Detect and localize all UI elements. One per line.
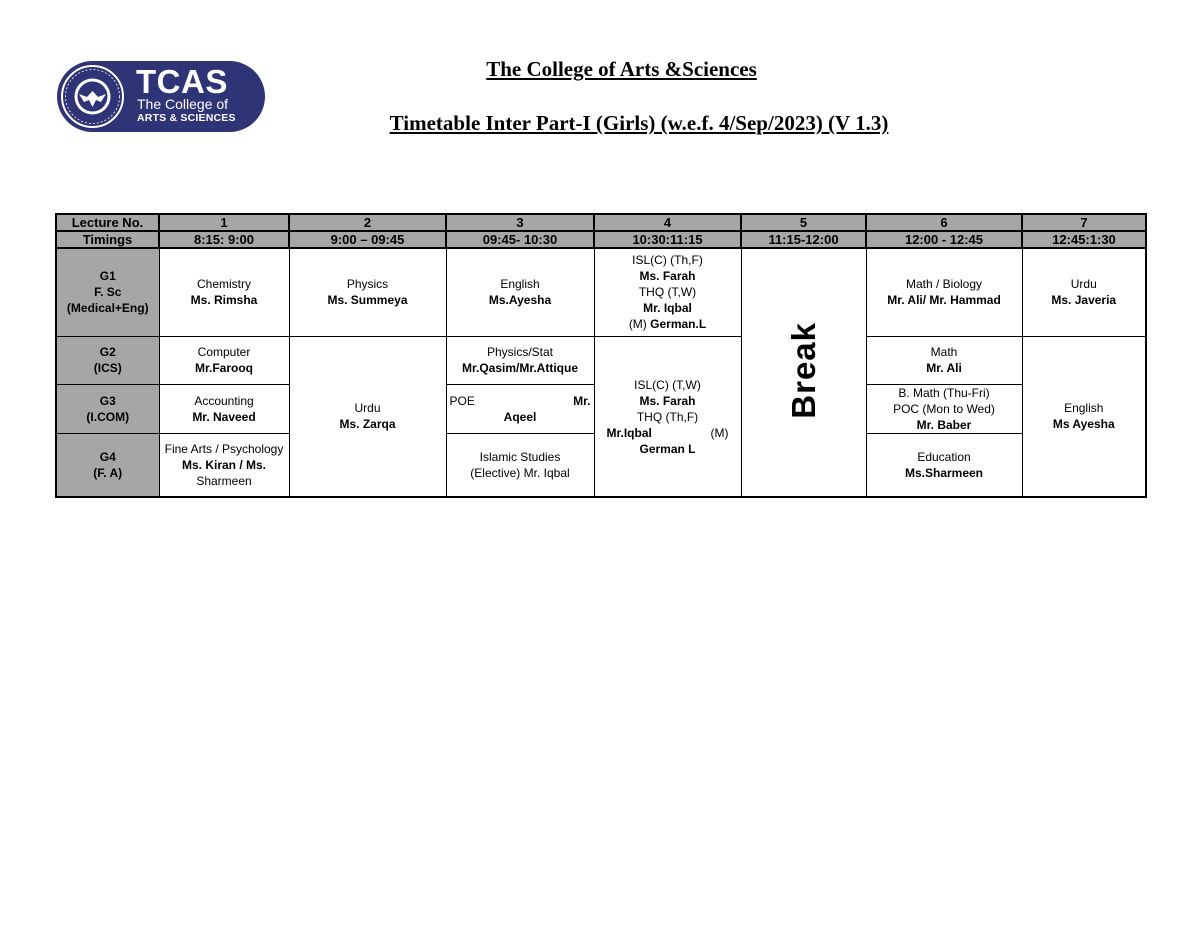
lecture-number-row <box>56 214 1146 231</box>
teacher: Ms.Ayesha <box>488 293 552 308</box>
subject-line <box>595 316 741 332</box>
subject: English <box>1064 401 1104 416</box>
lecture-label: Lecture No. <box>56 214 159 231</box>
timetable <box>55 213 1147 498</box>
teacher: Ms. Kiran / Ms. <box>181 457 267 472</box>
timings-row <box>56 231 1146 248</box>
lecture-3: 3 <box>446 214 594 231</box>
teacher: Ms.Sharmeen <box>904 465 984 480</box>
teacher: Ms. Javeria <box>1051 293 1117 308</box>
timings-label: Timings <box>56 231 159 248</box>
group-g3 <box>56 384 159 433</box>
subject-line <box>447 465 594 481</box>
timing-2: 9:00 – 09:45 <box>289 231 446 248</box>
break-label: Break <box>784 322 822 419</box>
teacher: Mr. Ali <box>926 361 962 375</box>
timing-1: 8:15: 9:00 <box>159 231 289 248</box>
subject-tag: (M) <box>710 425 729 440</box>
g2-g4-lecture-7 <box>1022 336 1146 497</box>
table-row-g1 <box>56 248 1146 336</box>
subject: POC (Mon to Wed) <box>893 401 995 416</box>
g3-lecture-6 <box>866 384 1022 433</box>
page-subtitle: Timetable Inter Part-I (Girls) (w.e.f. 4/Sep/2023) (V 1.3) <box>389 111 889 135</box>
teacher: Mr. Iqbal <box>523 465 570 480</box>
g4-lecture-6 <box>866 433 1022 497</box>
lecture-1: 1 <box>159 214 289 231</box>
g2-lecture-3 <box>446 336 594 384</box>
teacher: Aqeel <box>503 409 537 424</box>
g2-g4-lecture-4 <box>594 336 741 497</box>
g2-lecture-1 <box>159 336 289 384</box>
teacher-title: Mr. <box>573 393 591 408</box>
lecture-2: 2 <box>289 214 446 231</box>
subject: Islamic Studies <box>479 449 561 464</box>
subject: Math <box>930 345 958 359</box>
logo-acronym: TCAS <box>136 63 228 100</box>
group-g2 <box>56 336 159 384</box>
g1-lecture-2 <box>289 248 446 336</box>
subject: Physics/Stat <box>486 345 554 359</box>
teacher: Mr.Iqbal <box>606 425 652 440</box>
g4-lecture-3 <box>446 433 594 497</box>
lecture-6: 6 <box>866 214 1022 231</box>
teacher: Mr.Farooq <box>194 361 253 375</box>
subject: ISL(C) (T,W) <box>634 377 701 392</box>
subject: Math / Biology <box>905 277 983 292</box>
group-stream: (Medical+Eng) <box>66 301 149 316</box>
subject: Urdu <box>354 401 381 416</box>
teacher: Ms. Zarqa <box>339 417 396 432</box>
timing-3: 09:45- 10:30 <box>446 231 594 248</box>
subject: Computer <box>197 345 251 359</box>
group-name: G4 <box>99 449 116 464</box>
subject: German L <box>639 441 696 456</box>
teacher: Mr. Ali/ Mr. Hammad <box>887 293 1001 308</box>
group-program: (F. A) <box>93 465 123 480</box>
teacher-line <box>595 425 741 441</box>
teacher: Ms. Farah <box>639 269 696 284</box>
subject: Chemistry <box>196 277 251 292</box>
g1-lecture-6 <box>866 248 1022 336</box>
g2-g4-lecture-2 <box>289 336 446 497</box>
group-name: G2 <box>99 345 116 359</box>
g4-lecture-1 <box>159 433 289 497</box>
subject: Urdu <box>1070 277 1097 292</box>
timing-4: 10:30:11:15 <box>594 231 741 248</box>
g3-lecture-1 <box>159 384 289 433</box>
logo-name-line1: The College of <box>137 96 229 112</box>
group-program: F. Sc <box>94 285 122 300</box>
g1-lecture-4 <box>594 248 741 336</box>
g2-lecture-6 <box>866 336 1022 384</box>
subject-tag: (Elective) <box>470 465 521 480</box>
lecture-7: 7 <box>1022 214 1146 231</box>
group-g4 <box>56 433 159 497</box>
group-name: G3 <box>99 393 116 408</box>
subject: THQ (T,W) <box>638 285 697 300</box>
g1-lecture-3 <box>446 248 594 336</box>
lecture-4: 4 <box>594 214 741 231</box>
g1-lecture-1 <box>159 248 289 336</box>
subject: POE <box>449 393 475 408</box>
subject: Education <box>917 449 971 464</box>
g1-lecture-7 <box>1022 248 1146 336</box>
teacher: Ms. Rimsha <box>190 293 258 308</box>
subject: THQ (Th,F) <box>636 409 699 424</box>
teacher: Mr. Baber <box>916 417 972 432</box>
g3-lecture-3 <box>446 384 594 433</box>
subject: German.L <box>650 317 707 332</box>
subject-tag: (M) <box>628 317 647 332</box>
group-program: (I.COM) <box>86 409 130 424</box>
teacher: Sharmeen <box>196 473 252 488</box>
teacher: Mr. Naveed <box>192 409 256 424</box>
group-name: G1 <box>99 269 116 284</box>
subject: Fine Arts / Psychology <box>164 441 284 456</box>
subject: ISL(C) (Th,F) <box>632 253 703 268</box>
teacher: Ms. Summeya <box>327 293 408 308</box>
teacher: Ms. Farah <box>639 393 696 408</box>
timing-5: 11:15-12:00 <box>741 231 866 248</box>
group-program: (ICS) <box>93 361 122 375</box>
break-cell <box>741 248 866 497</box>
subject: Physics <box>346 277 389 292</box>
page-title: The College of Arts &Sciences <box>486 57 757 81</box>
teacher: Ms Ayesha <box>1052 417 1115 432</box>
group-g1 <box>56 248 159 336</box>
timing-6: 12:00 - 12:45 <box>866 231 1022 248</box>
subject: English <box>500 277 540 292</box>
subject: Accounting <box>194 393 254 408</box>
timing-7: 12:45:1:30 <box>1022 231 1146 248</box>
teacher: Mr. Iqbal <box>643 301 692 316</box>
logo-name-line2: ARTS & SCIENCES <box>137 112 236 124</box>
lecture-5: 5 <box>741 214 866 231</box>
subject: B. Math (Thu-Fri) <box>898 385 990 400</box>
table-row-g2 <box>56 336 1146 384</box>
subject-line <box>447 393 594 409</box>
teacher: Mr.Qasim/Mr.Attique <box>461 361 579 375</box>
